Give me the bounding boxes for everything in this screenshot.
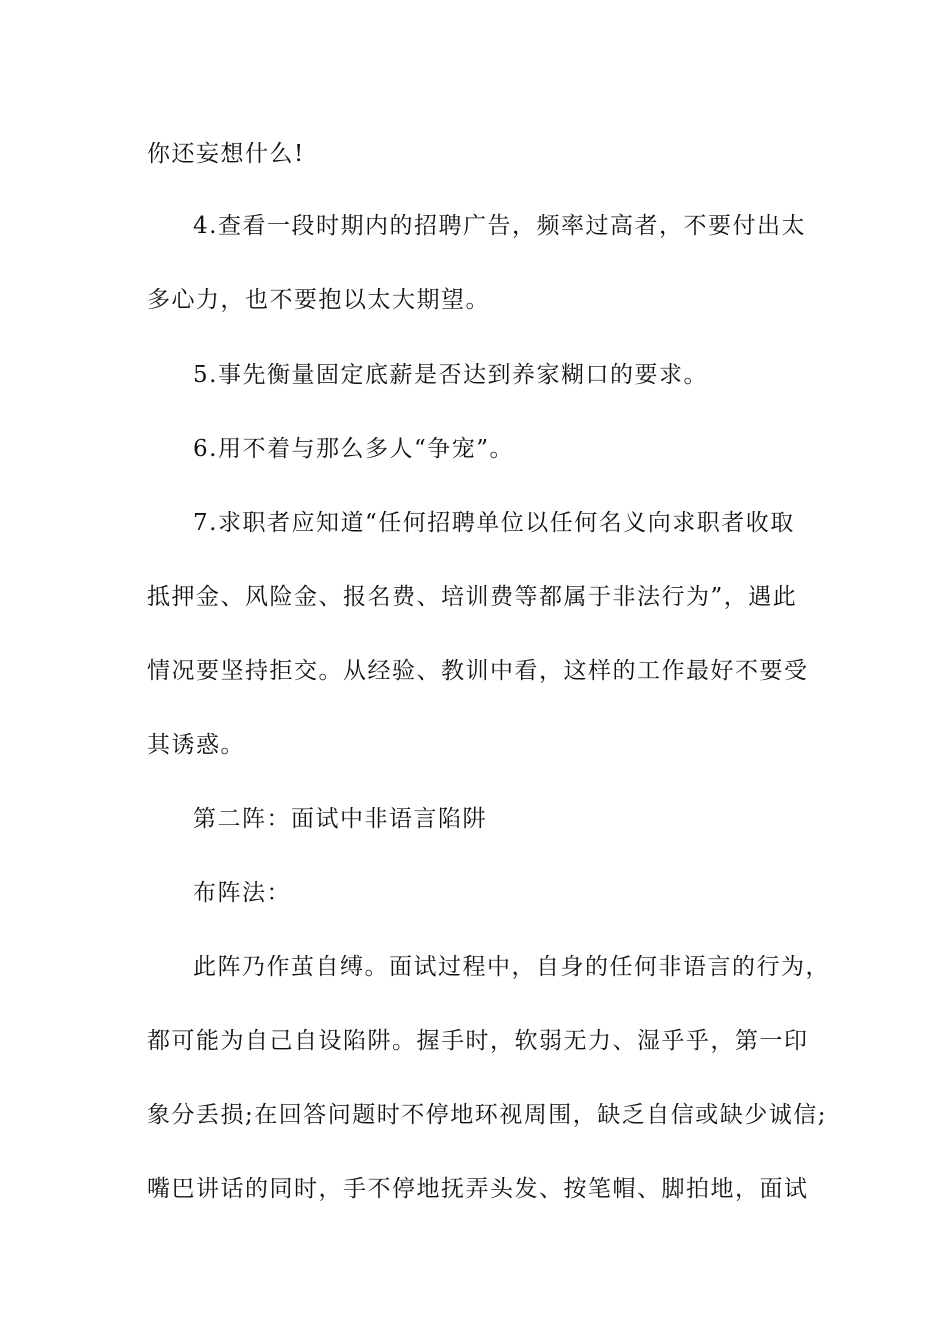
text-line: 其诱惑。 xyxy=(147,732,245,758)
text-line: 象分丢损;在回答问题时不停地环视周围，缺乏自信或缺少诚信; xyxy=(147,1102,827,1128)
text-line: 多心力，也不要抱以太大期望。 xyxy=(147,287,490,313)
text-line: 嘴巴讲话的同时，手不停地抚弄头发、按笔帽、脚拍地，面试 xyxy=(147,1176,809,1202)
list-item-4: 4.查看一段时期内的招聘广告，频率过高者，不要付出太 xyxy=(193,213,806,239)
text-line: 你还妄想什么! xyxy=(147,141,305,167)
text-line: 情况要坚持拒交。从经验、教训中看，这样的工作最好不要受 xyxy=(147,658,809,684)
section-heading: 第二阵：面试中非语言陷阱 xyxy=(193,806,487,832)
paragraph-start: 此阵乃作茧自缚。面试过程中，自身的任何非语言的行为， xyxy=(193,954,830,980)
text-line: 都可能为自己自设陷阱。握手时，软弱无力、湿乎乎，第一印 xyxy=(147,1028,809,1054)
list-item-6: 6.用不着与那么多人“争宠”。 xyxy=(193,436,514,462)
list-item-7: 7.求职者应知道“任何招聘单位以任何名义向求职者收取 xyxy=(193,510,795,536)
subheading: 布阵法： xyxy=(193,880,291,906)
list-item-5: 5.事先衡量固定底薪是否达到养家糊口的要求。 xyxy=(193,362,708,388)
text-line: 抵押金、风险金、报名费、培训费等都属于非法行为”，遇此 xyxy=(147,584,798,610)
